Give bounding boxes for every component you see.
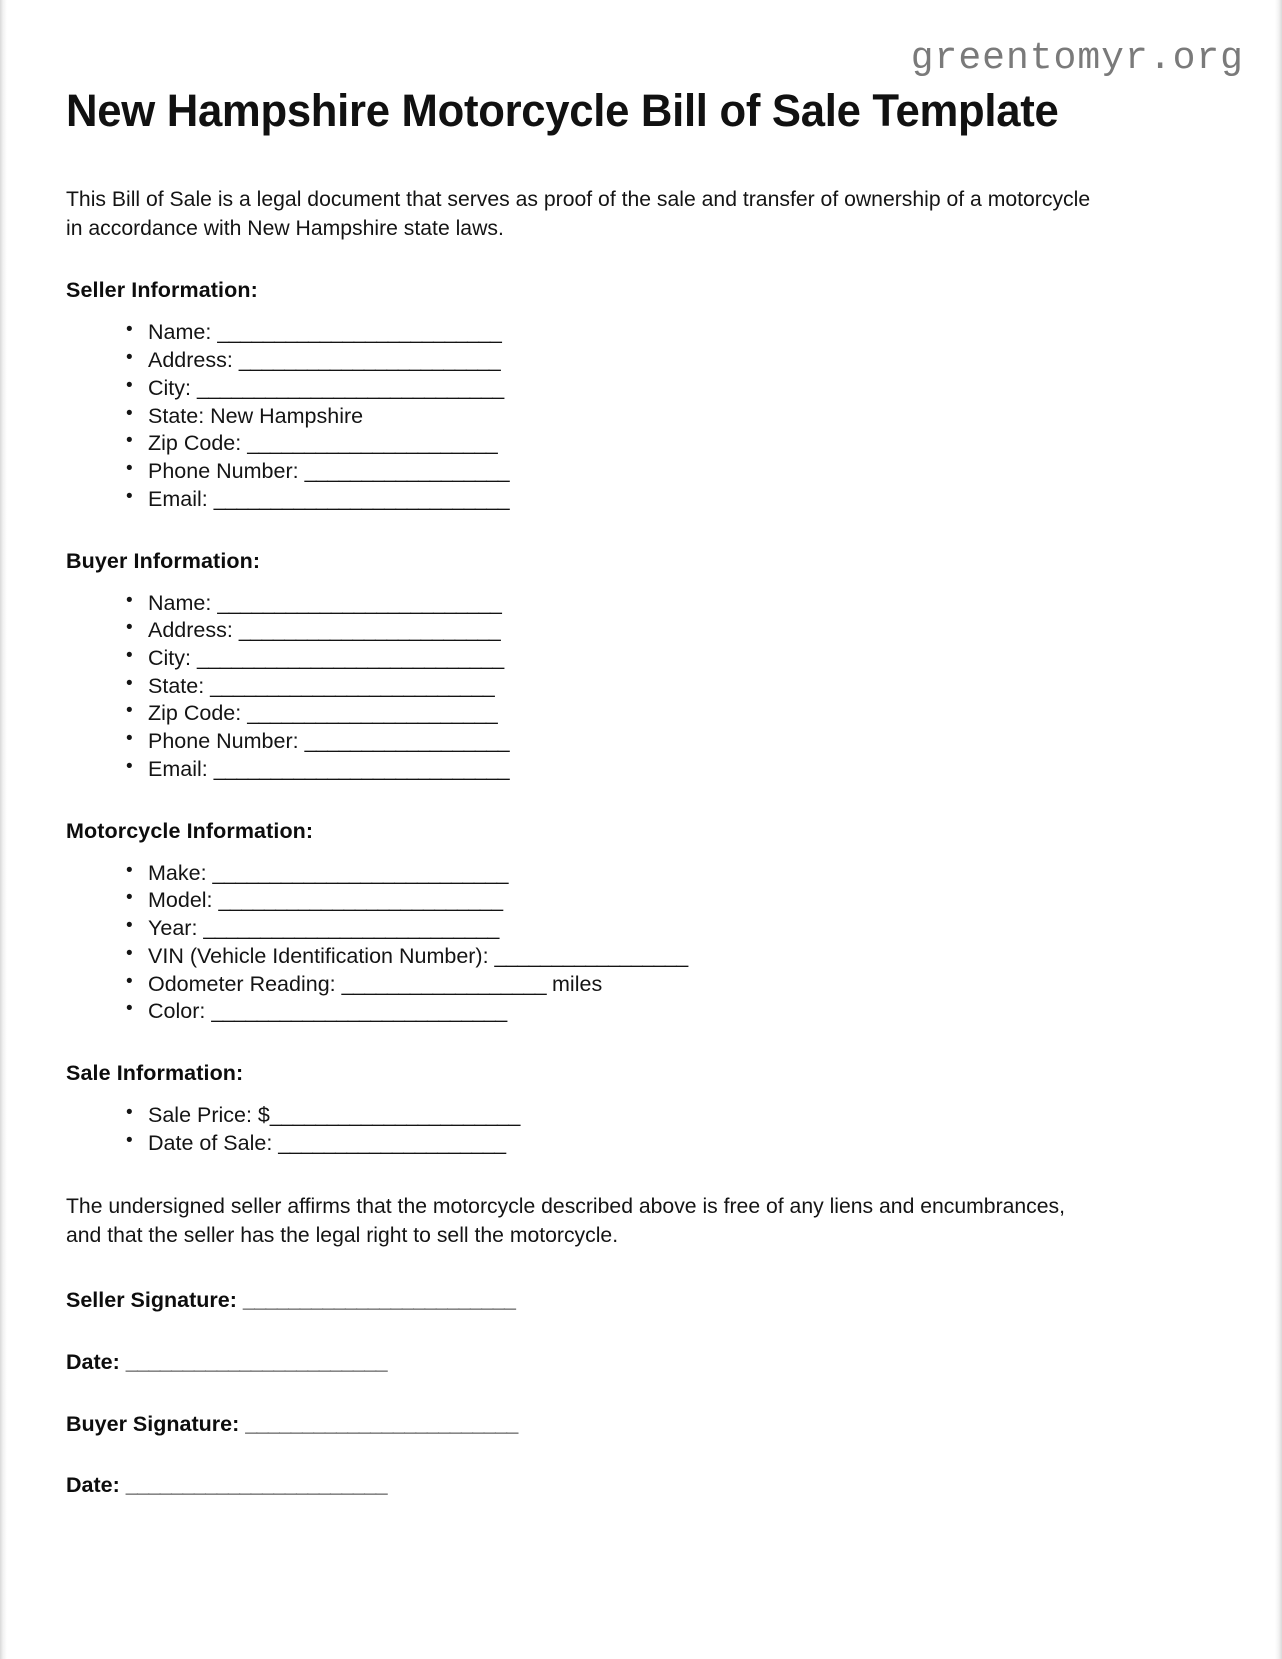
field-suffix: miles bbox=[546, 971, 603, 996]
sale-information-fields bbox=[66, 1086, 1178, 1157]
field-blank[interactable]: __________________ bbox=[341, 971, 547, 996]
field-label: Zip Code: bbox=[148, 701, 248, 726]
seller-signature-line bbox=[66, 1288, 1178, 1350]
field-blank[interactable]: ______________________ bbox=[269, 1103, 520, 1128]
field-label: Model: bbox=[148, 888, 219, 913]
list-item bbox=[126, 375, 1178, 403]
page-edge-left bbox=[0, 0, 7, 1659]
field-label: Odometer Reading: bbox=[148, 971, 342, 996]
field-label: Email: bbox=[148, 756, 214, 781]
list-item bbox=[126, 700, 1178, 728]
signature-label: Date: bbox=[66, 1349, 126, 1374]
field-label: Email: bbox=[148, 486, 214, 511]
list-item bbox=[126, 347, 1178, 375]
field-label: VIN (Vehicle Identification Number): bbox=[148, 943, 495, 968]
page-edge-right bbox=[1275, 0, 1282, 1659]
list-item bbox=[126, 860, 1178, 888]
signature-blank[interactable]: _______________________ bbox=[125, 1349, 387, 1374]
field-label: Phone Number: bbox=[148, 729, 305, 754]
field-blank[interactable]: __________________________ bbox=[211, 999, 507, 1024]
field-label: City: bbox=[148, 375, 197, 400]
field-label: State: New Hampshire bbox=[148, 403, 364, 428]
buyer-date-line bbox=[66, 1473, 1178, 1499]
list-item bbox=[126, 458, 1178, 486]
list-item bbox=[126, 673, 1178, 701]
field-blank[interactable]: __________________________ bbox=[213, 756, 510, 781]
list-item bbox=[126, 403, 1178, 431]
list-item bbox=[126, 728, 1178, 756]
buyer-information-fields bbox=[66, 574, 1178, 784]
buyer-information-heading: Buyer Information: bbox=[66, 548, 261, 573]
list-item bbox=[126, 319, 1178, 347]
field-label: Date of Sale: bbox=[148, 1130, 279, 1155]
field-label: Address: bbox=[148, 618, 239, 643]
list-item bbox=[126, 998, 1178, 1026]
signature-label: Buyer Signature: bbox=[66, 1411, 246, 1436]
field-label: Name: bbox=[148, 320, 218, 345]
signature-label: Seller Signature: bbox=[66, 1287, 243, 1312]
list-item bbox=[126, 645, 1178, 673]
signature-blank[interactable]: ________________________ bbox=[242, 1287, 516, 1312]
field-blank[interactable]: __________________________ bbox=[212, 860, 508, 885]
field-blank[interactable]: ___________________________ bbox=[196, 645, 504, 670]
motorcycle-information-heading: Motorcycle Information: bbox=[66, 818, 314, 843]
field-blank[interactable]: _________________ bbox=[494, 943, 688, 968]
field-blank[interactable]: _________________________ bbox=[217, 320, 502, 345]
field-label: Address: bbox=[148, 348, 239, 373]
list-item bbox=[126, 1130, 1178, 1158]
field-label: Color: bbox=[148, 999, 212, 1024]
list-item bbox=[126, 1102, 1178, 1130]
field-blank[interactable]: _______________________ bbox=[238, 618, 501, 643]
list-item bbox=[126, 617, 1178, 645]
signature-blank[interactable]: _______________________ bbox=[125, 1473, 387, 1498]
field-blank[interactable]: _________________________ bbox=[217, 590, 502, 615]
buyer-signature-line bbox=[66, 1412, 1178, 1474]
field-blank[interactable]: __________________ bbox=[304, 729, 509, 754]
field-blank[interactable]: ______________________ bbox=[247, 431, 498, 456]
motorcycle-information-fields bbox=[66, 844, 1178, 1026]
field-label: City: bbox=[148, 645, 197, 670]
list-item bbox=[126, 943, 1178, 971]
field-blank[interactable]: __________________________ bbox=[203, 916, 499, 941]
signature-blank[interactable]: ________________________ bbox=[245, 1411, 518, 1436]
field-label: Make: bbox=[148, 860, 213, 885]
page-title: New Hampshire Motorcycle Bill of Sale Template bbox=[66, 85, 1059, 136]
field-blank[interactable]: __________________ bbox=[304, 459, 509, 484]
intro-paragraph: This Bill of Sale is a legal document that serves as proof of the sale and transfer of ownership of a motorcycle in accordance with New Hampshire state laws. bbox=[66, 186, 1091, 241]
field-blank[interactable]: _________________________ bbox=[210, 673, 495, 698]
field-label: Phone Number: bbox=[148, 459, 305, 484]
document-content bbox=[66, 0, 1178, 1499]
affirmation-paragraph: The undersigned seller affirms that the motorcycle described above is free of any liens and encumbrances, and that the seller has the legal right to sell the motorcycle. bbox=[66, 1193, 1066, 1247]
field-blank[interactable]: __________________________ bbox=[213, 486, 510, 511]
field-blank[interactable]: _______________________ bbox=[238, 348, 501, 373]
seller-information-heading: Seller Information: bbox=[66, 278, 258, 303]
list-item bbox=[126, 486, 1178, 514]
field-blank[interactable]: ____________________ bbox=[278, 1130, 506, 1155]
list-item bbox=[126, 756, 1178, 784]
seller-information-fields bbox=[66, 303, 1178, 513]
list-item bbox=[126, 915, 1178, 943]
list-item bbox=[126, 887, 1178, 915]
seller-date-line bbox=[66, 1350, 1178, 1412]
field-label: Zip Code: bbox=[148, 431, 248, 456]
field-label: Name: bbox=[148, 590, 218, 615]
signature-block bbox=[66, 1250, 1178, 1499]
list-item bbox=[126, 590, 1178, 618]
list-item bbox=[126, 971, 1178, 999]
signature-label: Date: bbox=[66, 1473, 126, 1498]
list-item bbox=[126, 430, 1178, 458]
field-label: Sale Price: $ bbox=[148, 1103, 270, 1128]
field-blank[interactable]: ______________________ bbox=[247, 701, 498, 726]
sale-information-heading: Sale Information: bbox=[66, 1061, 244, 1086]
site-watermark: greentomyr.org bbox=[910, 37, 1244, 80]
field-blank[interactable]: _________________________ bbox=[218, 888, 503, 913]
field-label: State: bbox=[148, 673, 211, 698]
field-blank[interactable]: ___________________________ bbox=[196, 375, 504, 400]
field-label: Year: bbox=[148, 916, 204, 941]
